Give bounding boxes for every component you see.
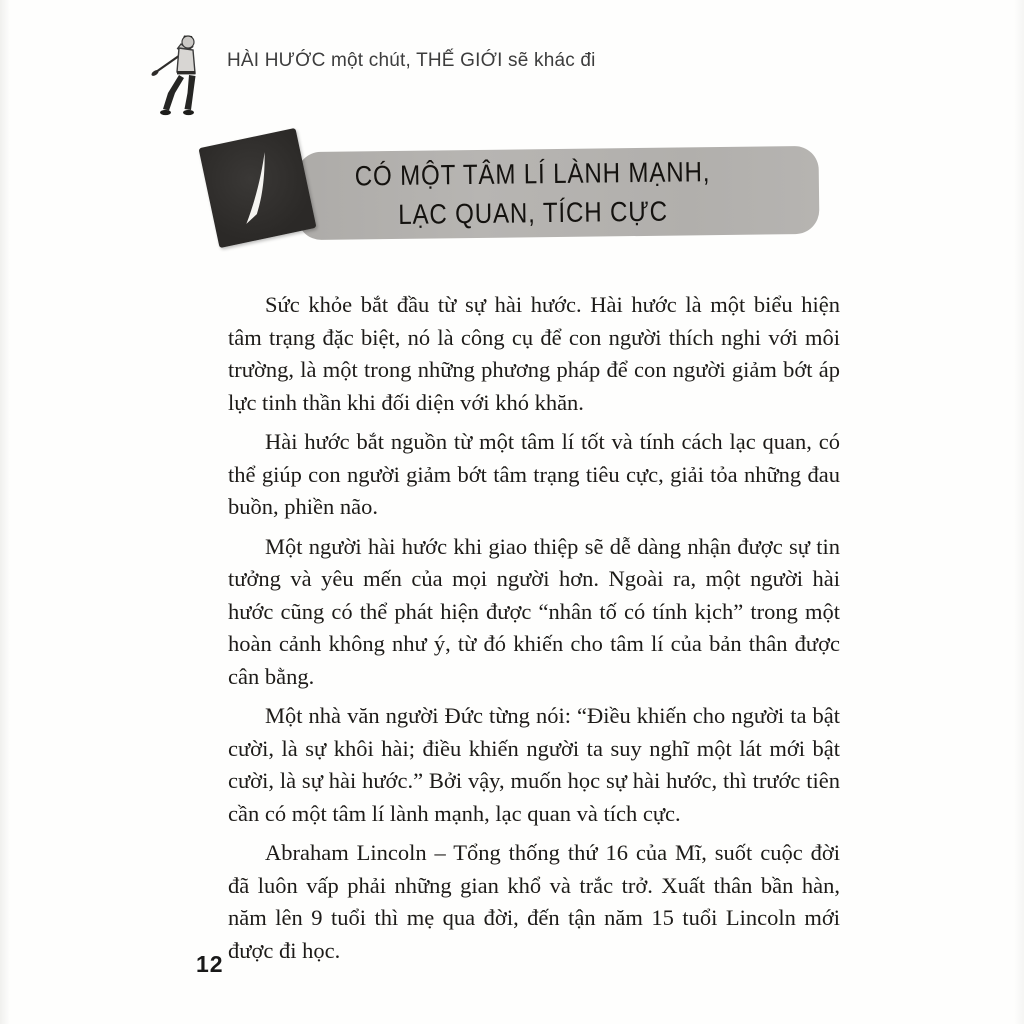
paragraph: Một nhà văn người Đức từng nói: “Điều khiến cho người ta bật cười, là sự khôi hài; điều khiến người ta suy nghĩ một lát mới bật cười, là sự hài hước.” Bởi vậy, muốn học sự hài hước, thì trước tiên cần có một tâm lí lành mạnh, lạc quan và tích cực. — [228, 703, 840, 826]
chapter-title-line-2: LẠC QUAN, TÍCH CỰC — [398, 195, 669, 230]
body-text-column — [228, 289, 840, 974]
paragraph: Abraham Lincoln – Tổng thống thứ 16 của Mĩ, suốt cuộc đời đã luôn vấp phải những gian khổ và trắc trở. Xuất thân bần hàn, năm lên 9 tuổi thì mẹ qua đời, đến tận năm 15 tuổi Lincoln mới được đi học. — [228, 840, 840, 963]
chapter-title — [334, 147, 731, 240]
chapter-number-box — [198, 128, 316, 248]
golfer-swing-icon — [146, 31, 208, 119]
paragraph: Sức khỏe bắt đầu từ sự hài hước. Hài hước là một biểu hiện tâm trạng đặc biệt, nó là công cụ để con người thích nghi với môi trường, là một trong những phương pháp để con người giảm bớt áp lực tinh thần khi đối diện với khó khăn. — [228, 292, 840, 415]
scan-edge-left — [0, 0, 10, 1024]
chapter-title-line-1: CÓ MỘT TÂM LÍ LÀNH MẠNH, — [354, 156, 711, 192]
paragraph: Hài hước bắt nguồn từ một tâm lí tốt và tính cách lạc quan, có thể giúp con người giảm bớt tâm trạng tiêu cực, giải tỏa những đau buồn, phiền não. — [228, 429, 840, 519]
chapter-number-one-glyph — [208, 137, 306, 238]
scan-edge-right — [1014, 0, 1024, 1024]
chapter-title-band — [296, 146, 819, 240]
paragraph: Một người hài hước khi giao thiệp sẽ dễ dàng nhận được sự tin tưởng và yêu mến của mọi người hơn. Ngoài ra, một người hài hước cũng có thể phát hiện được “nhân tố có tính kịch” trong một hoàn cảnh không như ý, từ đó khiến cho tâm lí của bản thân được cân bằng. — [228, 533, 840, 689]
running-header-title: HÀI HƯỚC một chút, THẾ GIỚI sẽ khác đi — [227, 50, 596, 71]
page-number: 12 — [196, 951, 224, 977]
